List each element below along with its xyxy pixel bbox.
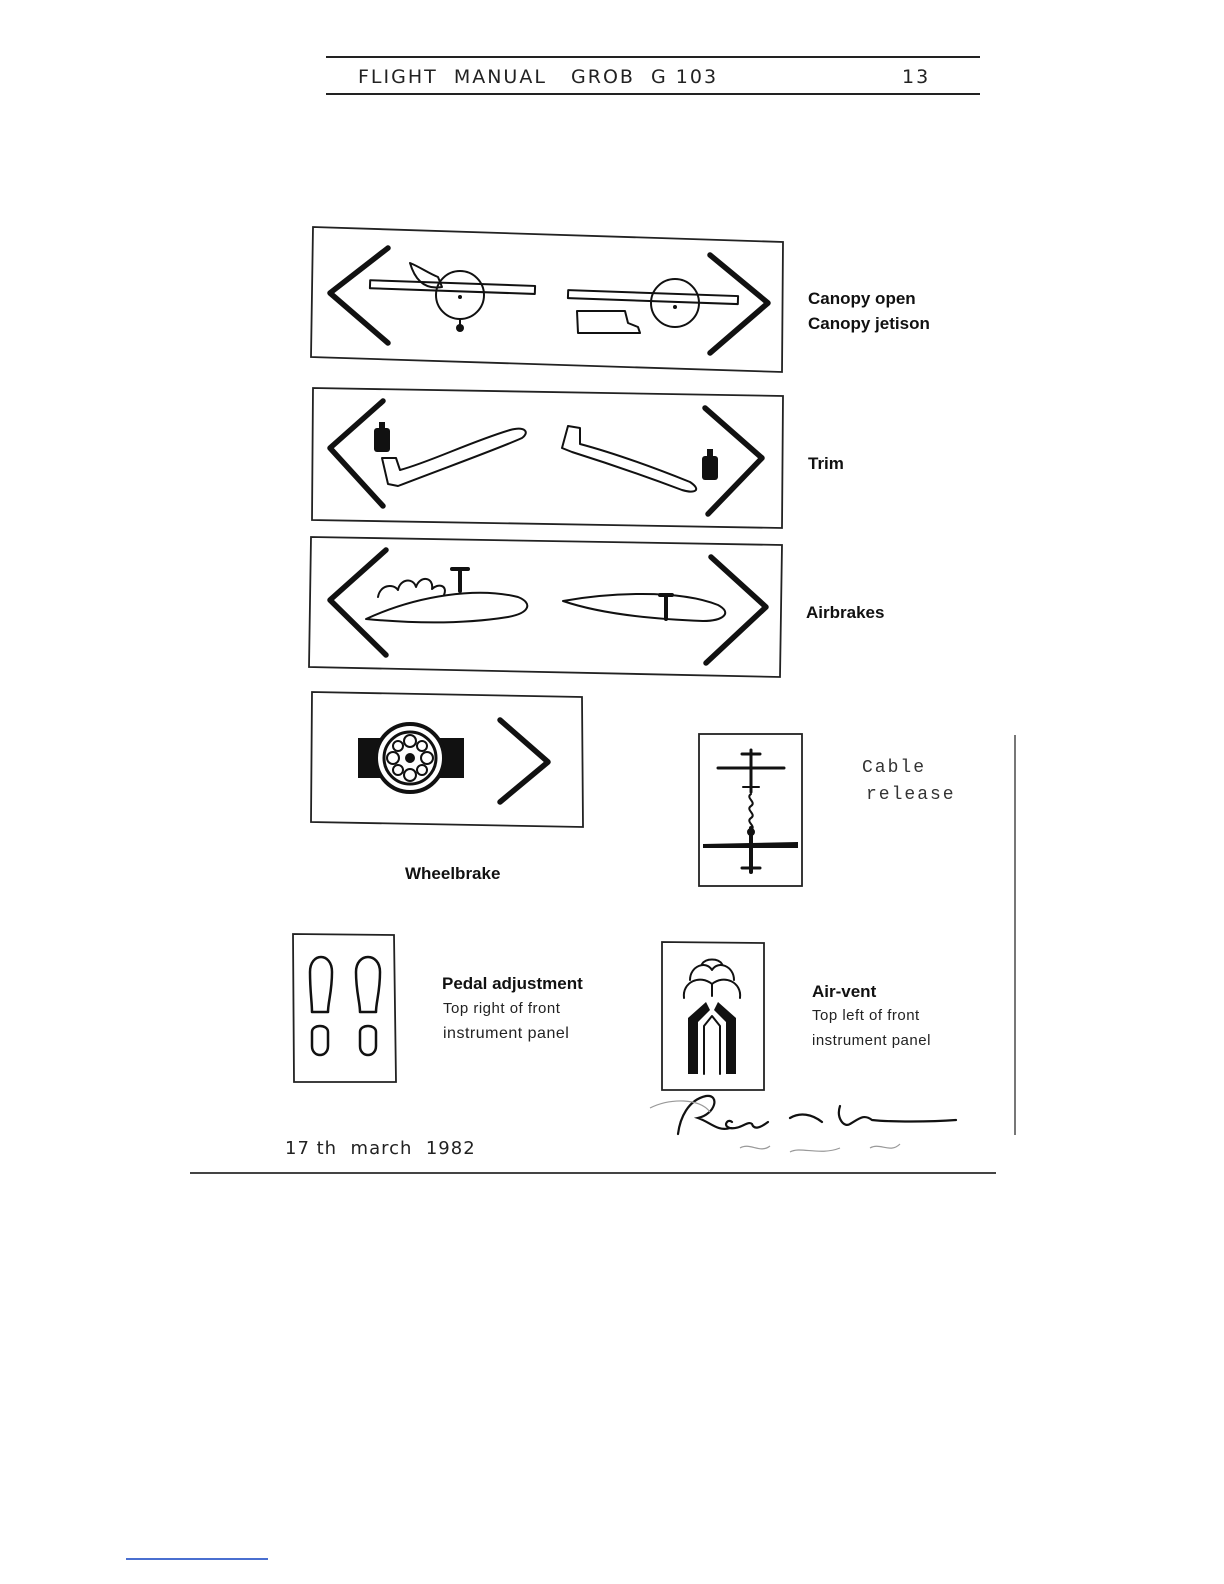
airbrakes-label: Airbrakes	[806, 603, 885, 622]
pedal-footprints-icon	[292, 932, 398, 1084]
wheelbrake-placard-icon	[310, 690, 585, 830]
cable-label-line2: release	[866, 785, 956, 805]
right-margin-line	[1014, 735, 1016, 1135]
air-vent-line1: Top left of front	[812, 1007, 920, 1024]
airbrake-placard-icon	[308, 535, 783, 680]
wheelbrake-label: Wheelbrake	[405, 864, 501, 883]
footer-date: 17 th march 1982	[285, 1138, 476, 1159]
trim-label: Trim	[808, 454, 844, 473]
canopy-jetison-label: Canopy jetison	[808, 314, 930, 333]
bottom-blue-line	[126, 1558, 268, 1560]
canopy-placard-icon	[310, 225, 785, 375]
cable-release-placard-icon	[698, 732, 804, 888]
pedal-title: Pedal adjustment	[442, 974, 583, 993]
pedal-line1: Top right of front	[443, 1000, 561, 1017]
pedal-line2: instrument panel	[443, 1025, 570, 1042]
header-bottom-rule	[326, 93, 980, 95]
header-top-rule	[326, 56, 980, 58]
air-vent-icon	[660, 940, 766, 1092]
canopy-open-label: Canopy open	[808, 289, 916, 308]
page-number: 13	[902, 66, 931, 88]
cable-label-line1: Cable	[862, 758, 927, 778]
air-vent-title: Air-vent	[812, 982, 877, 1001]
air-vent-line2: instrument panel	[812, 1032, 931, 1049]
footer-rule	[190, 1172, 996, 1174]
manual-title: FLIGHT MANUAL GROB G 103	[358, 66, 719, 88]
trim-placard-icon	[310, 386, 785, 531]
signature-mark	[640, 1078, 960, 1168]
